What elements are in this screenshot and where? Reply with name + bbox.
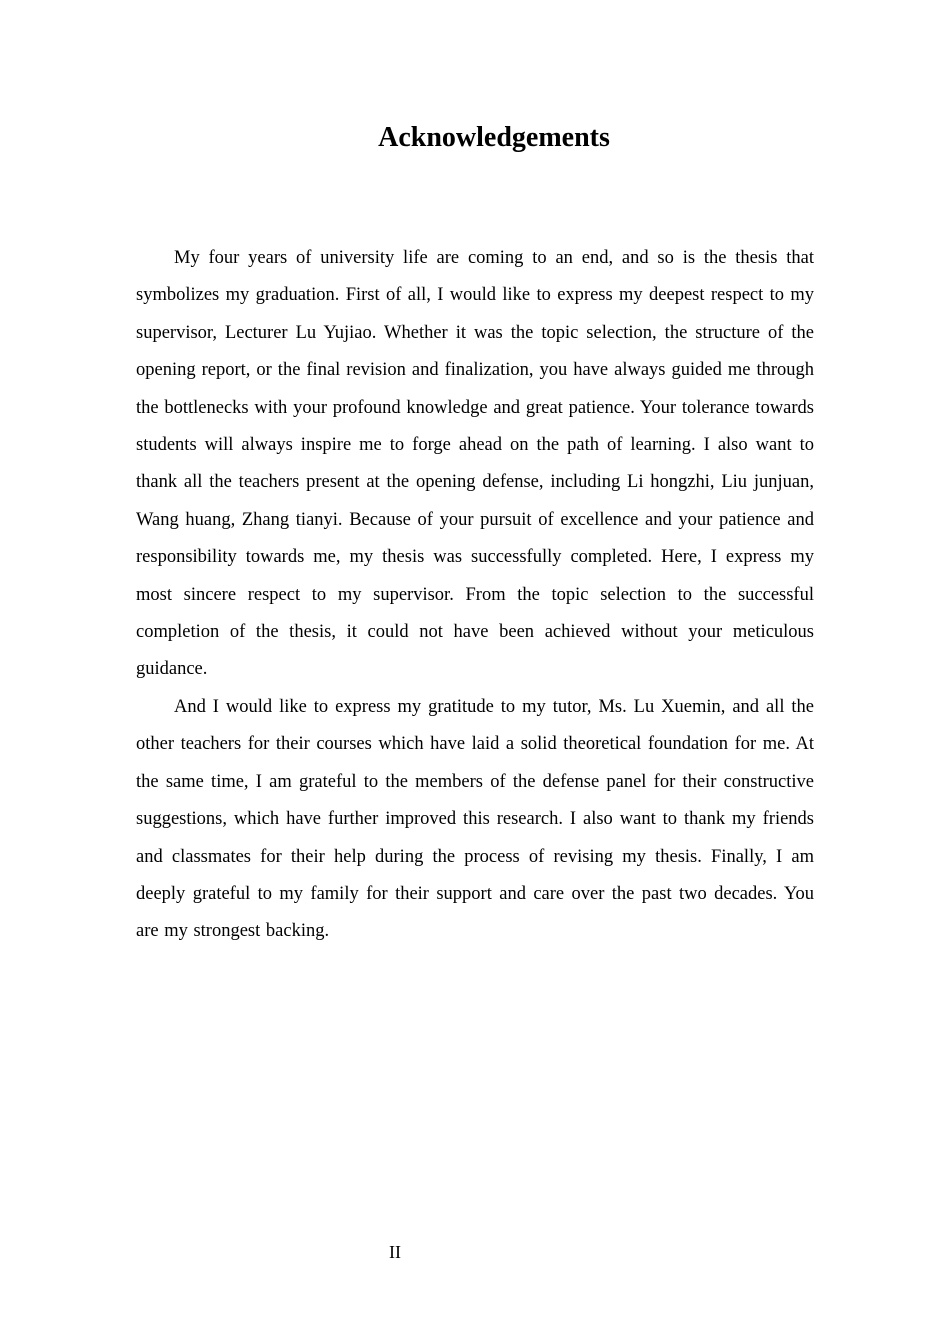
paragraph-2: And I would like to express my gratitude to my tutor, Ms. Lu Xuemin, and all the other teachers for their courses which have laid a solid theoretical foundation for me. At the same time, I am grateful to the members of the defense panel for their constructive suggestions, which have further improved this research. I also want to thank my friends and classmates for their help during the process of revising my thesis. Finally, I am deeply grateful to my family for their support and care over the past two decades. You are my strongest backing. [136,696,814,942]
page-number: II [389,1242,401,1262]
page-title: Acknowledgements [378,122,610,153]
acknowledgements-body [136,240,814,951]
paragraph-1: My four years of university life are coming to an end, and so is the thesis that symbolizes my graduation. First of all, I would like to express my deepest respect to my supervisor, Lecturer Lu Yujiao. Whether it was the topic selection, the structure of the opening report, or the final revision and finalization, you have always guided me through the bottlenecks with your profound knowledge and great patience. Your tolerance towards students will always inspire me to forge ahead on the path of learning. I also want to thank all the teachers present at the opening defense, including Li hongzhi, Liu junjuan, Wang huang, Zhang tianyi. Because of your pursuit of excellence and your patience and responsibility towards me, my thesis was successfully completed. Here, I express my most sincere respect to my supervisor. From the topic selection to the successful completion of the thesis, it could not have been achieved without your meticulous guidance. [136,248,814,680]
